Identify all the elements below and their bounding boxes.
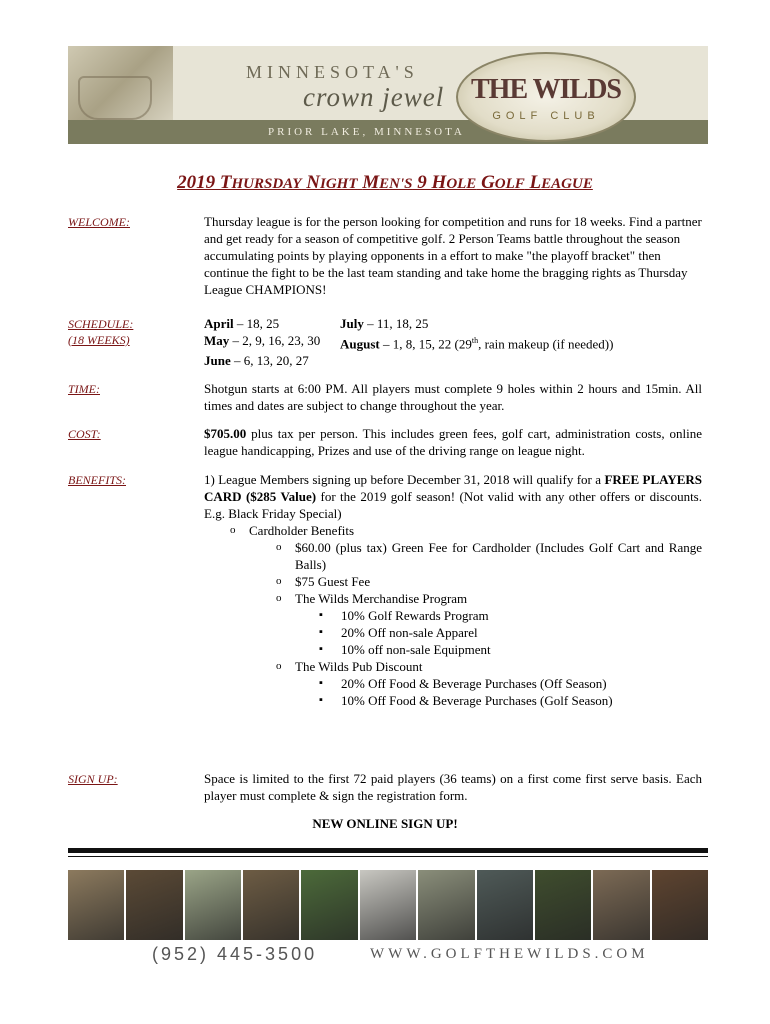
- schedule-row-3: June – 6, 13, 20, 27: [204, 353, 309, 369]
- cost-text: $705.00 plus tax per person. This includes green fees, golf cart, administration costs, online league handicapping, Prizes and use of the driving range on league night.: [204, 426, 702, 458]
- footer-photo: [185, 870, 241, 940]
- pub-discount-item: o The Wilds Pub Discount: [204, 658, 702, 675]
- signup-label: SIGN UP:: [68, 772, 118, 786]
- online-signup-callout: NEW ONLINE SIGN UP!: [312, 816, 458, 831]
- signup-text: Space is limited to the first 72 paid players (36 teams) on a first come first serve basis. Each player must complete & sign the registration form.: [204, 771, 702, 803]
- footer-photo: [593, 870, 649, 940]
- welcome-text: Thursday league is for the person looking for competition and runs for 18 weeks. Find a partner and get ready for a season of competitive golf. 2 Person Teams battle throughout the season accumulating points by playing opponents in a effort to make "the playoff bracket" then continue the fight to be the last team standing and take home the bragging rights as Thursday League CHAMPIONS!: [204, 214, 702, 297]
- welcome-label: WELCOME:: [68, 215, 130, 229]
- benefits-label: BENEFITS:: [68, 473, 126, 487]
- website-url: WWW.GOLFTHEWILDS.COM: [370, 946, 649, 962]
- the-wilds-logo: [456, 52, 636, 142]
- schedule-sublabel: (18 WEEKS): [68, 333, 130, 347]
- footer-photo: [477, 870, 533, 940]
- merch-item: ▪ 10% off non-sale Equipment: [204, 641, 702, 658]
- footer-rule-thin: [68, 856, 708, 857]
- footer-photo: [301, 870, 357, 940]
- brand-subtitle: crown jewel: [303, 82, 445, 112]
- time-text: Shotgun starts at 6:00 PM. All players must complete 9 holes within 2 hours and 15min. All times and dates are subject to change throughout the year.: [204, 381, 702, 413]
- footer-photo: [652, 870, 708, 940]
- cardholder-benefits-item: o Cardholder Benefits: [204, 522, 702, 539]
- green-fee-item: o $60.00 (plus tax) Green Fee for Cardholder (Includes Golf Cart and Range Balls): [204, 539, 702, 573]
- footer-photo: [535, 870, 591, 940]
- photo-strip: [68, 870, 708, 940]
- schedule-label: SCHEDULE: (18 WEEKS): [68, 317, 134, 347]
- logo-club: GOLF CLUB: [492, 110, 600, 122]
- schedule-row-2: May – 2, 9, 16, 23, 30 August – 1, 8, 15, 22 (29th, rain makeup (if needed)): [204, 333, 614, 352]
- schedule-content: [204, 315, 702, 369]
- footer-photo: [418, 870, 474, 940]
- cost-amount: $705.00: [204, 426, 247, 441]
- logo-name: THE WILDS: [471, 74, 621, 105]
- pub-item: ▪ 20% Off Food & Beverage Purchases (Off Season): [204, 675, 702, 692]
- brand-title: MINNESOTA'S: [246, 62, 419, 82]
- benefits-intro: 1) League Members signing up before December 31, 2018 will qualify for a FREE PLAYERS CARD ($285 Value) for the 2019 golf season! (Not valid with any other offers or discounts. E.g. Black Friday Special): [204, 472, 703, 521]
- guest-fee-item: o $75 Guest Fee: [204, 573, 702, 590]
- schedule-row-1: April – 18, 25 July – 11, 18, 25: [204, 316, 429, 331]
- header-banner: [68, 46, 708, 144]
- page-title: 2019 THURSDAY NIGHT MEN'S 9 HOLE GOLF LEAGUE: [177, 172, 593, 193]
- merch-program-item: o The Wilds Merchandise Program: [204, 590, 702, 607]
- pub-item: ▪ 10% Off Food & Beverage Purchases (Golf Season): [204, 692, 702, 709]
- merch-item: ▪ 20% Off non-sale Apparel: [204, 624, 702, 641]
- benefits-content: [204, 471, 702, 709]
- merch-item: ▪ 10% Golf Rewards Program: [204, 607, 702, 624]
- time-label: TIME:: [68, 382, 100, 396]
- footer-photo: [126, 870, 182, 940]
- cost-label: COST:: [68, 427, 101, 441]
- footer-rule-thick: [68, 848, 708, 853]
- footer-photo: [360, 870, 416, 940]
- footer-photo: [243, 870, 299, 940]
- footer-photo: [68, 870, 124, 940]
- phone-number: (952) 445-3500: [152, 944, 318, 964]
- brand-location: PRIOR LAKE, MINNESOTA: [268, 126, 465, 138]
